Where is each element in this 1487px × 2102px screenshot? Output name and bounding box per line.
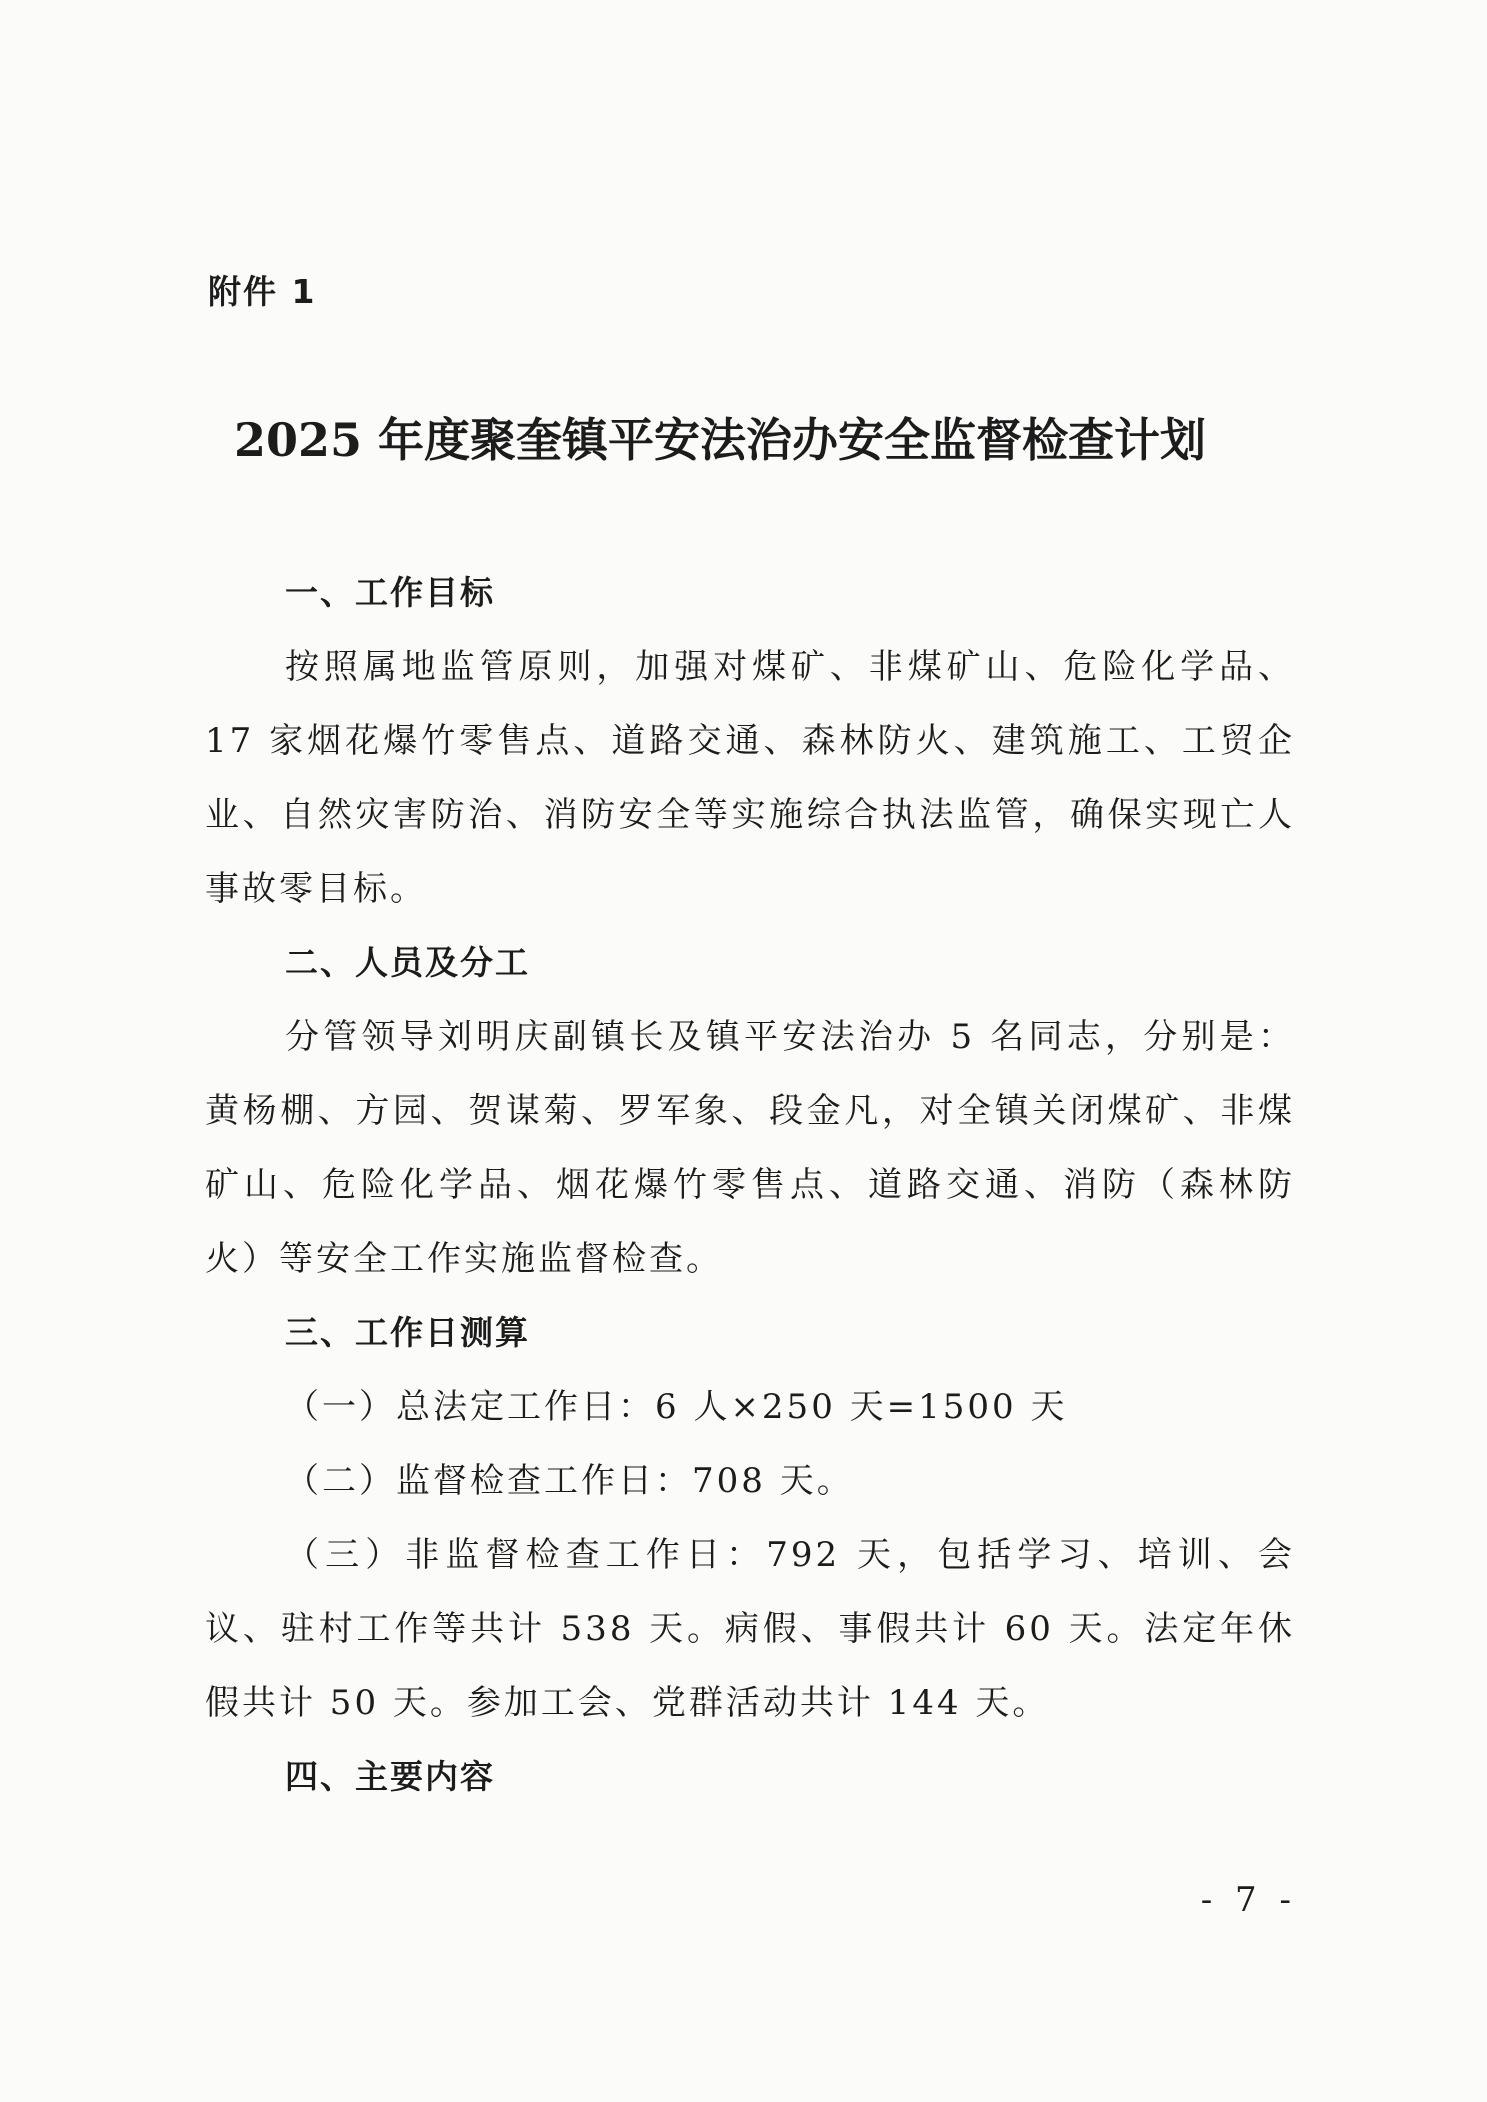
- section-heading-workdays: 三、工作日测算: [285, 1313, 530, 1352]
- workdays-item-inspection: （二）监督检查工作日：708 天。: [285, 1461, 854, 1501]
- section-paragraph-staffing: 分管领导刘明庆副镇长及镇平安法治办 5 名同志，分别是：黄杨棚、方园、贺谋菊、罗军象、段金凡，对全镇关闭煤矿、非煤矿山、危险化学品、烟花爆竹零售点、道路交通、消防（森林防火）等安全工作实施监督检查。: [205, 1017, 1295, 1279]
- page-number: - 7 -: [1200, 1880, 1297, 1920]
- document-body: [205, 556, 1295, 1814]
- section-heading-goals: 一、工作目标: [285, 573, 495, 612]
- workdays-item-non-inspection: （三）非监督检查工作日：792 天，包括学习、培训、会议、驻村工作等共计 538 天。病假、事假共计 60 天。法定年休假共计 50 天。参加工会、党群活动共计 144 天。: [205, 1535, 1295, 1723]
- workdays-item-total: （一）总法定工作日：6 人×250 天=1500 天: [285, 1387, 1068, 1427]
- section-heading-main-content: 四、主要内容: [285, 1757, 495, 1796]
- document-title: 2025 年度聚奎镇平安法治办安全监督检查计划: [233, 413, 1207, 467]
- attachment-label: 附件 1: [208, 272, 317, 311]
- section-heading-staffing: 二、人员及分工: [285, 943, 530, 982]
- section-paragraph-goals: 按照属地监管原则，加强对煤矿、非煤矿山、危险化学品、17 家烟花爆竹零售点、道路交通、森林防火、建筑施工、工贸企业、自然灾害防治、消防安全等实施综合执法监管，确保实现亡人事故零目标。: [205, 647, 1295, 909]
